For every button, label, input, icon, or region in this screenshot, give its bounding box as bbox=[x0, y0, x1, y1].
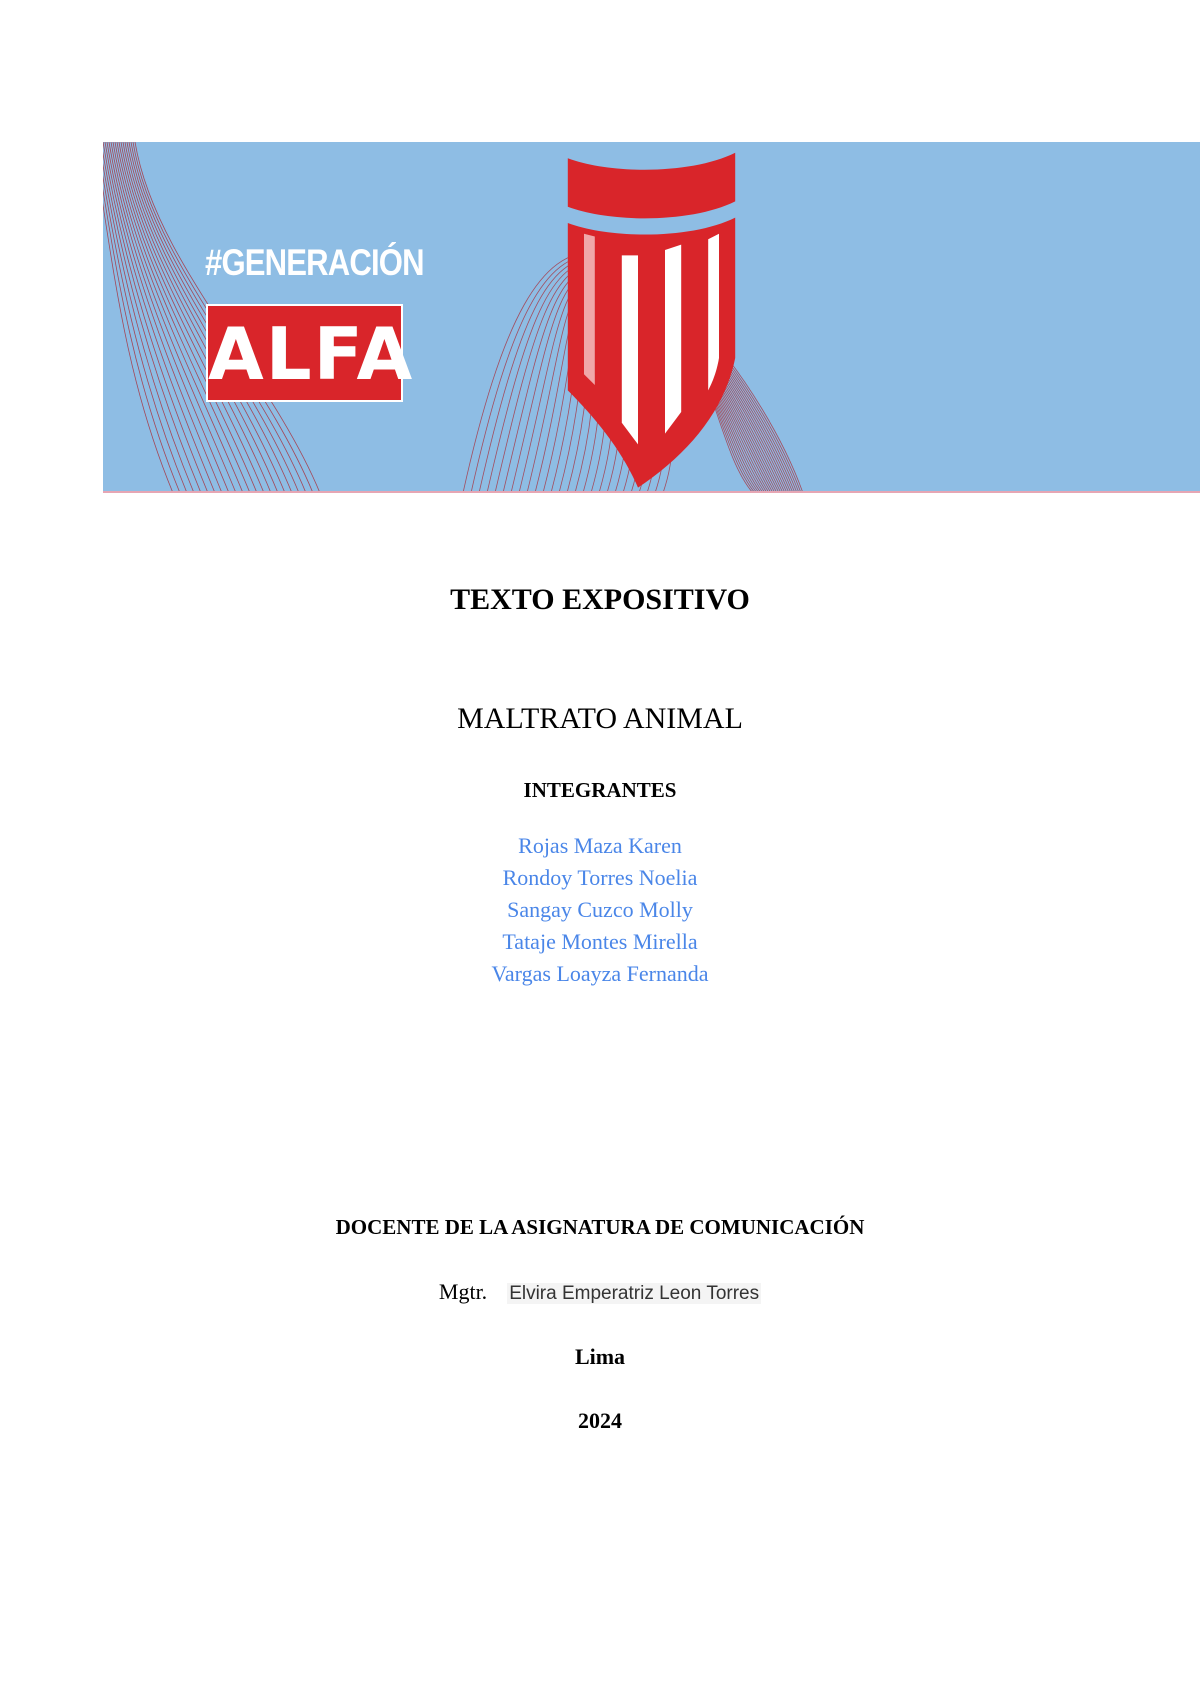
docente-name: Elvira Emperatriz Leon Torres bbox=[509, 1283, 760, 1304]
member-name: Rondoy Torres Noelia bbox=[502, 865, 698, 890]
university-shield-icon bbox=[103, 142, 1200, 493]
banner-bottom-line bbox=[103, 491, 1200, 493]
header-banner bbox=[103, 142, 1200, 493]
member-name: Vargas Loayza Fernanda bbox=[491, 961, 709, 986]
document-subject: MALTRATO ANIMAL bbox=[457, 702, 743, 735]
member-name: Sangay Cuzco Molly bbox=[507, 897, 693, 922]
docente-line bbox=[0, 1279, 1200, 1305]
docente-heading: DOCENTE DE LA ASIGNATURA DE COMUNICACIÓN bbox=[335, 1215, 865, 1239]
city: Lima bbox=[574, 1344, 626, 1369]
banner-hashtag: #GENERACIÓN bbox=[205, 242, 424, 283]
alfa-logo-text: ALFA bbox=[208, 312, 415, 396]
member-name: Rojas Maza Karen bbox=[518, 833, 682, 858]
docente-prefix: Mgtr. bbox=[438, 1279, 488, 1304]
members-heading: INTEGRANTES bbox=[523, 778, 677, 802]
document-title: TEXTO EXPOSITIVO bbox=[450, 583, 750, 616]
member-name: Tataje Montes Mirella bbox=[502, 929, 698, 954]
members-list bbox=[0, 830, 1200, 990]
year: 2024 bbox=[578, 1408, 622, 1433]
